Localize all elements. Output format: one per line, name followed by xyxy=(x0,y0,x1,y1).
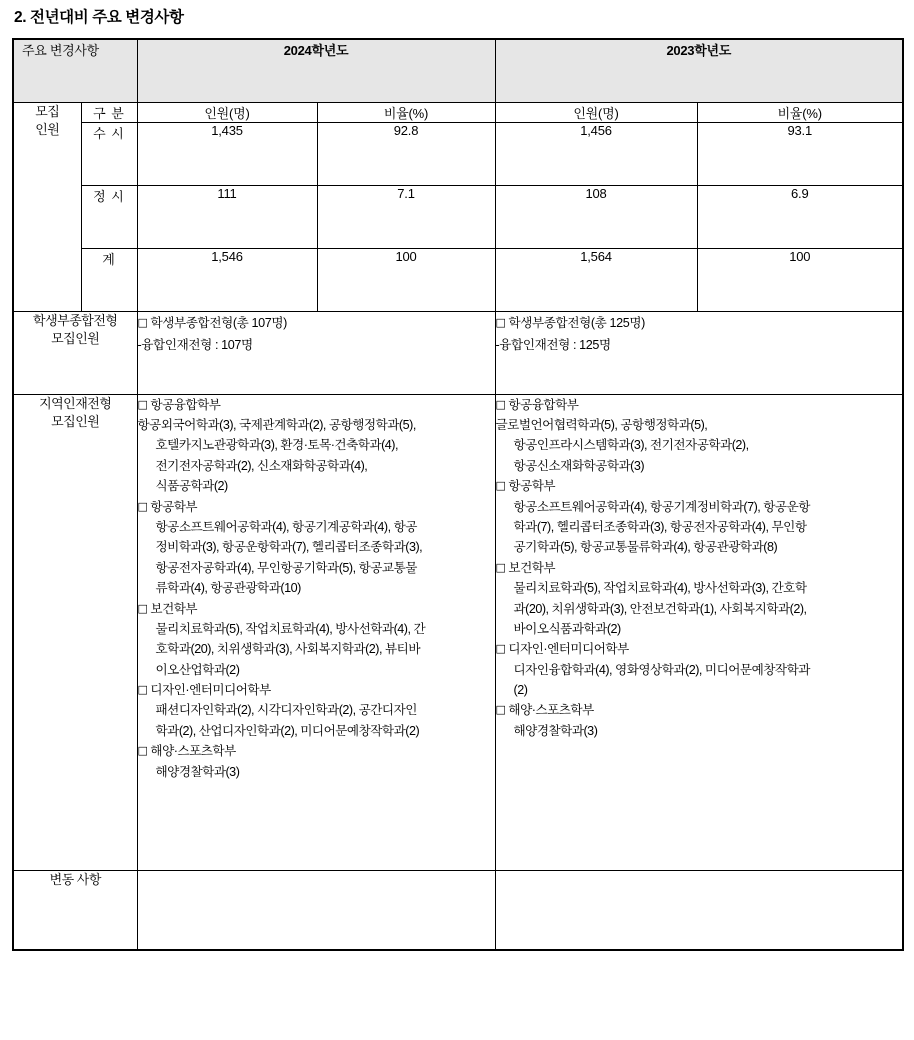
header-change-items: 주요 변경사항 xyxy=(13,39,137,103)
square-bullet-icon: □ xyxy=(137,601,148,615)
department-line: 항공전자공학과(4), 무인항공기학과(5), 항공교통물 xyxy=(155,560,417,575)
department-line: 호텔카지노관광학과(3), 환경·토목·건축학과(4), xyxy=(155,438,398,453)
row-group-label-admission xyxy=(13,102,81,311)
row-label-local-talent xyxy=(13,394,137,870)
department-line: 항공인프라시스템학과(3), 전기전자공학과(2), xyxy=(513,438,749,453)
comprehensive-label-line-2: 모집인원 xyxy=(51,331,100,347)
subheader-count-2023: 인원(명) xyxy=(495,102,697,122)
department-line: 해양경찰학과(3) xyxy=(155,764,240,779)
table-row xyxy=(13,248,903,311)
row-label-comprehensive xyxy=(13,311,137,394)
department-group-heading xyxy=(496,558,903,578)
susi-count-2023: 1,456 xyxy=(495,122,697,185)
department-line: 항공소프트웨어공학과(4), 항공기계정비학과(7), 항공운항 xyxy=(513,499,810,514)
department-line: 패션디자인학과(2), 시각디자인학과(2), 공간디자인 xyxy=(155,703,417,718)
department-line: 정비학과(3), 항공운항학과(7), 헬리콥터조종학과(3), xyxy=(155,540,423,555)
local-talent-cell-2023 xyxy=(495,394,903,870)
department-group-heading xyxy=(138,741,495,761)
department-group-name: 항공학부 xyxy=(150,499,198,514)
department-group-heading xyxy=(496,395,903,415)
row-label-total: 계 xyxy=(81,248,137,311)
department-group-heading xyxy=(496,700,903,720)
square-bullet-icon: □ xyxy=(137,315,148,329)
department-line: 항공외국어학과(3), 국제관계학과(2), 공항행정학과(5), xyxy=(137,417,416,432)
total-count-2024: 1,546 xyxy=(137,248,317,311)
local-talent-label-line-1: 지역인재전형 xyxy=(39,395,112,411)
table-row-comprehensive xyxy=(13,311,903,394)
susi-ratio-2024: 92.8 xyxy=(317,122,495,185)
total-ratio-2024: 100 xyxy=(317,248,495,311)
department-group-heading xyxy=(138,599,495,619)
table-row-changes xyxy=(13,870,903,950)
department-group-heading xyxy=(138,680,495,700)
department-line: 물리치료학과(5), 작업치료학과(4), 방사선학과(4), 간 xyxy=(155,621,426,636)
department-line: 물리치료학과(5), 작업치료학과(4), 방사선학과(3), 간호학 xyxy=(513,581,807,596)
department-line: 호학과(20), 치위생학과(3), 사회복지학과(2), 뷰티바 xyxy=(155,642,420,657)
total-ratio-2023: 100 xyxy=(697,248,903,311)
department-group-heading xyxy=(496,639,903,659)
department-line: 공기학과(5), 항공교통물류학과(4), 항공관광학과(8) xyxy=(513,540,778,555)
department-line: 글로벌언어협력학과(5), 공항행정학과(5), xyxy=(495,417,708,432)
susi-count-2024: 1,435 xyxy=(137,122,317,185)
table-row xyxy=(13,122,903,185)
department-group-heading xyxy=(496,476,903,496)
local-talent-label-line-2: 모집인원 xyxy=(51,414,100,430)
department-group-name: 보건학부 xyxy=(508,560,556,575)
comprehensive-cell-2023 xyxy=(495,311,903,394)
department-group-heading xyxy=(138,395,495,415)
group-label-line-2: 인원 xyxy=(35,122,60,138)
changes-cell-2024 xyxy=(137,870,495,950)
changes-cell-2023 xyxy=(495,870,903,950)
department-group-name: 항공융합학부 xyxy=(150,397,221,412)
subheader-division: 구 분 xyxy=(81,102,137,122)
department-line: 해양경찰학과(3) xyxy=(513,723,598,738)
group-label-line-1: 모집 xyxy=(35,103,60,119)
square-bullet-icon: □ xyxy=(495,397,506,411)
square-bullet-icon: □ xyxy=(137,397,148,411)
comprehensive-heading-text-2024: 학생부종합전형(총 107명) xyxy=(150,315,287,330)
jeongsi-count-2024: 111 xyxy=(137,185,317,248)
department-line: 이오산업학과(2) xyxy=(155,662,240,677)
row-label-jeongsi: 정 시 xyxy=(81,185,137,248)
table-row xyxy=(13,185,903,248)
square-bullet-icon: □ xyxy=(495,642,506,656)
department-line: 학과(7), 헬리콥터조종학과(3), 항공전자공학과(4), 무인항 xyxy=(513,519,807,534)
square-bullet-icon: □ xyxy=(137,683,148,697)
department-group-name: 디자인·엔터미디어학부 xyxy=(150,683,271,698)
header-year-2023: 2023학년도 xyxy=(495,39,903,103)
jeongsi-ratio-2023: 6.9 xyxy=(697,185,903,248)
table-header-row xyxy=(13,39,903,103)
row-label-changes: 변동 사항 xyxy=(13,870,137,950)
department-line: 디자인융합학과(4), 영화영상학과(2), 미디어문예창작학과 xyxy=(513,662,810,677)
jeongsi-ratio-2024: 7.1 xyxy=(317,185,495,248)
department-line: 류학과(4), 항공관광학과(10) xyxy=(155,581,301,596)
department-line: (2) xyxy=(513,683,528,698)
comprehensive-cell-2024 xyxy=(137,311,495,394)
square-bullet-icon: □ xyxy=(495,315,506,329)
square-bullet-icon: □ xyxy=(495,560,506,574)
comprehensive-heading-2024 xyxy=(138,312,495,334)
subheader-count-2024: 인원(명) xyxy=(137,102,317,122)
jeongsi-count-2023: 108 xyxy=(495,185,697,248)
comprehensive-detail-2023: -융합인재전형 : 125명 xyxy=(495,337,611,352)
department-line: 전기전자공학과(2), 신소재화학공학과(4), xyxy=(155,458,368,473)
department-line: 과(20), 치위생학과(3), 안전보건학과(1), 사회복지학과(2), xyxy=(513,601,807,616)
department-group-name: 해양·스포츠학부 xyxy=(150,744,236,759)
square-bullet-icon: □ xyxy=(137,499,148,513)
comprehensive-heading-text-2023: 학생부종합전형(총 125명) xyxy=(508,315,645,330)
table-subheader-row xyxy=(13,102,903,122)
comprehensive-heading-2023 xyxy=(496,312,903,334)
row-label-susi: 수 시 xyxy=(81,122,137,185)
local-talent-cell-2024 xyxy=(137,394,495,870)
department-group-name: 항공학부 xyxy=(508,479,556,494)
square-bullet-icon: □ xyxy=(495,479,506,493)
department-group-name: 보건학부 xyxy=(150,601,198,616)
change-summary-table xyxy=(12,38,904,951)
subheader-ratio-2024: 비율(%) xyxy=(317,102,495,122)
comprehensive-label-line-1: 학생부종합전형 xyxy=(33,312,118,328)
department-line: 항공신소재화학공학과(3) xyxy=(513,458,645,473)
total-count-2023: 1,564 xyxy=(495,248,697,311)
comprehensive-detail-2024: -융합인재전형 : 107명 xyxy=(137,337,253,352)
department-group-name: 항공융합학부 xyxy=(508,397,579,412)
department-group-heading xyxy=(138,497,495,517)
square-bullet-icon: □ xyxy=(137,744,148,758)
page-title: 2. 전년대비 주요 변경사항 xyxy=(14,9,184,26)
header-year-2024: 2024학년도 xyxy=(137,39,495,103)
department-group-name: 해양·스포츠학부 xyxy=(508,703,594,718)
department-group-name: 디자인·엔터미디어학부 xyxy=(508,642,629,657)
subheader-ratio-2023: 비율(%) xyxy=(697,102,903,122)
table-row-local-talent xyxy=(13,394,903,870)
department-line: 식품공학과(2) xyxy=(155,479,228,494)
square-bullet-icon: □ xyxy=(495,703,506,717)
susi-ratio-2023: 93.1 xyxy=(697,122,903,185)
department-line: 바이오식품과학과(2) xyxy=(513,621,621,636)
department-line: 학과(2), 산업디자인학과(2), 미디어문예창작학과(2) xyxy=(155,723,420,738)
department-line: 항공소프트웨어공학과(4), 항공기계공학과(4), 항공 xyxy=(155,519,417,534)
